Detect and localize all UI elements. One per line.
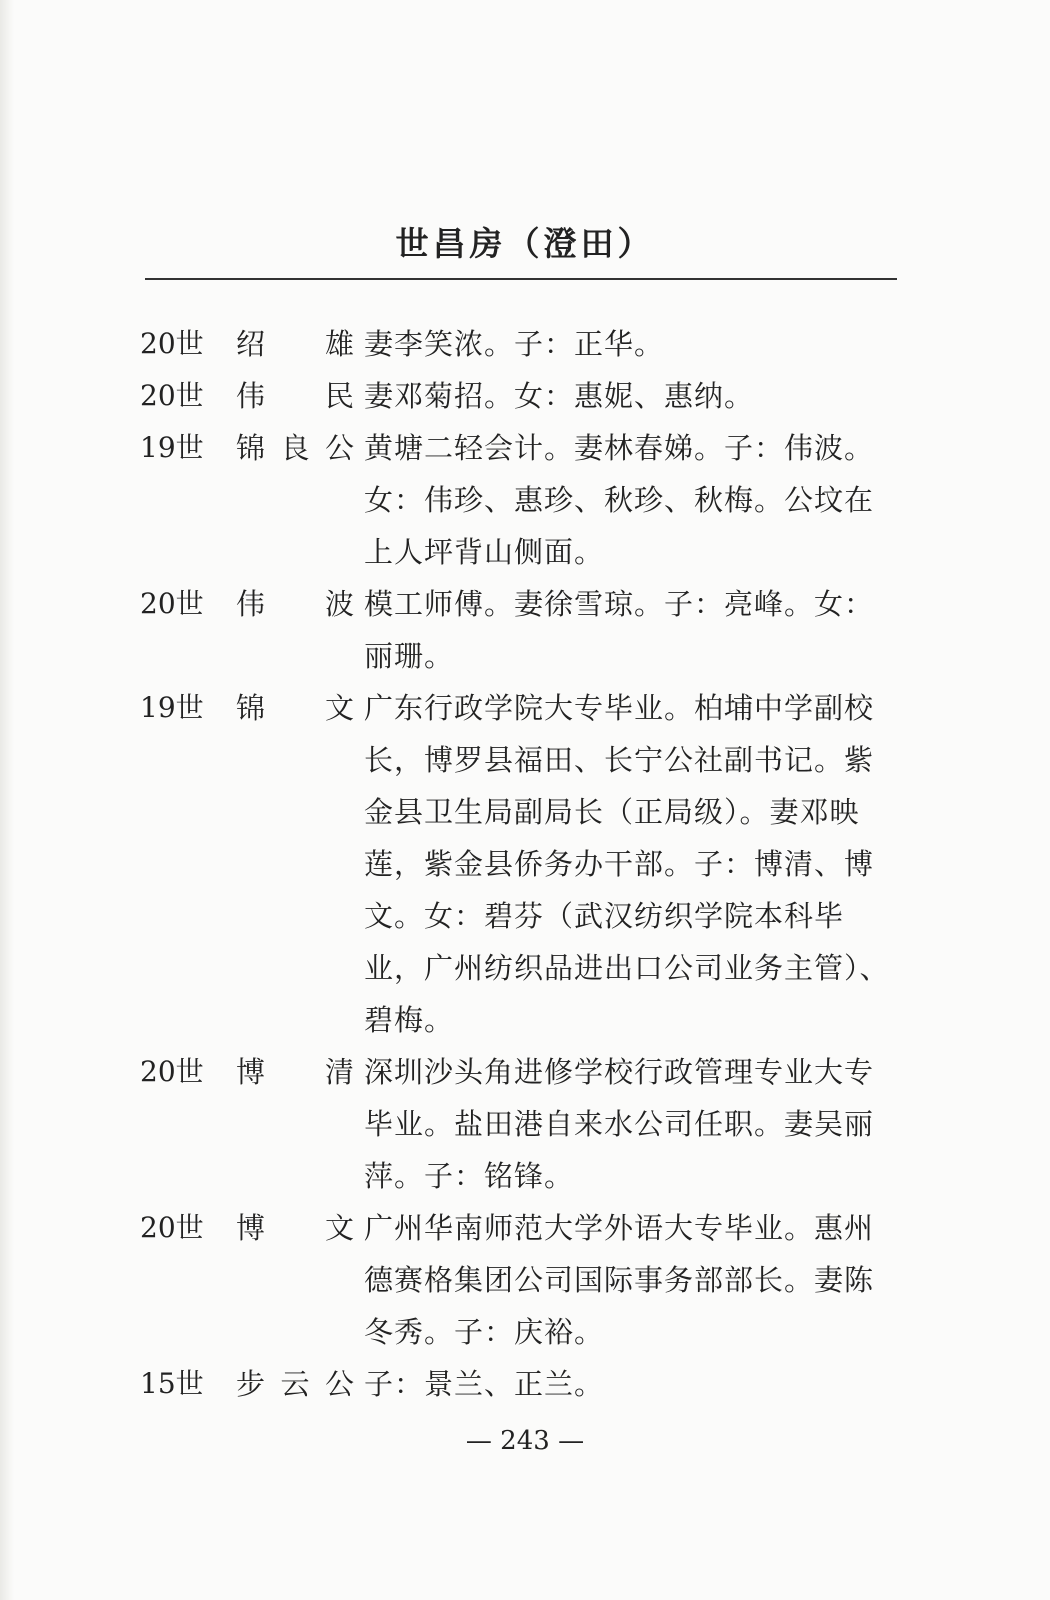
entry-name: 博文 <box>236 1211 354 1245</box>
entry-text: 黄塘二轻会计。妻林春娣。子：伟波。女：伟珍、惠珍、秋珍、秋梅。公坟在上人坪背山侧面。 <box>364 431 875 569</box>
entry-name: 锦文 <box>236 691 354 725</box>
entry-text: 广州华南师范大学外语大专毕业。惠州德赛格集团公司国际事务部部长。妻陈冬秀。子：庆裕。 <box>364 1211 875 1349</box>
entry-generation: 19世 <box>140 431 204 464</box>
entry-name: 步云公 <box>236 1367 354 1401</box>
entry-generation: 20世 <box>140 587 204 620</box>
entry <box>140 370 900 422</box>
entry-name: 博清 <box>236 1055 354 1089</box>
entry-name: 绍雄 <box>236 327 354 361</box>
entry-name: 锦良公 <box>236 431 354 465</box>
entry <box>140 682 900 1046</box>
entry-text: 深圳沙头角进修学校行政管理专业大专毕业。盐田港自来水公司任职。妻吴丽萍。子：铭锋。 <box>364 1055 875 1193</box>
entry-text: 妻李笑浓。子：正华。 <box>364 327 665 361</box>
header-rule <box>145 278 897 280</box>
entry-name: 伟波 <box>236 587 354 621</box>
entry-generation: 20世 <box>140 1211 204 1244</box>
entry <box>140 1046 900 1202</box>
entry <box>140 318 900 370</box>
entry-generation: 20世 <box>140 327 204 360</box>
entry-generation: 20世 <box>140 379 204 412</box>
genealogy-entries <box>140 318 900 1410</box>
entry-text: 模工师傅。妻徐雪琼。子：亮峰。女：丽珊。 <box>364 587 875 673</box>
page-number: — 243 — <box>465 1426 585 1456</box>
entry-name: 伟民 <box>236 379 354 413</box>
entry-text: 妻邓菊招。女：惠妮、惠纳。 <box>364 379 755 413</box>
entry-text: 子：景兰、正兰。 <box>364 1367 605 1401</box>
entry-generation: 19世 <box>140 691 204 724</box>
entry <box>140 1358 900 1410</box>
entry-generation: 15世 <box>140 1367 204 1400</box>
page-header-title: 世昌房（澄田） <box>395 224 655 263</box>
entry <box>140 422 900 578</box>
entry <box>140 1202 900 1358</box>
entry-text: 广东行政学院大专毕业。柏埔中学副校长，博罗县福田、长宁公社副书记。紫金县卫生局副局长（正局级）。妻邓映莲，紫金县侨务办干部。子：博清、博文。女：碧芬（武汉纺织学院本科毕业，广州纺织品进出口公司业务主管）、碧梅。 <box>364 691 890 1037</box>
entry <box>140 578 900 682</box>
entry-generation: 20世 <box>140 1055 204 1088</box>
